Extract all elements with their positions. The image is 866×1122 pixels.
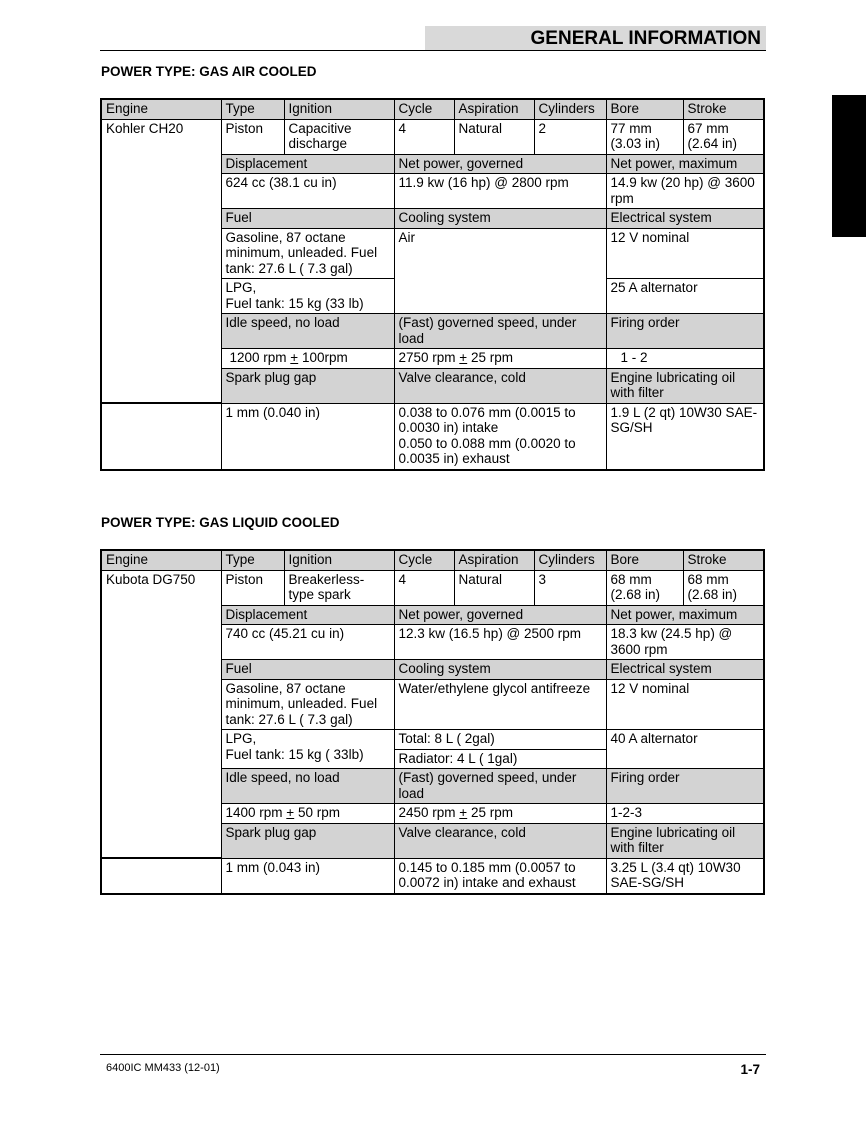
- valve-clearance-value: 0.145 to 0.185 mm (0.0057 to 0.0072 in) intake and exhaust: [394, 858, 606, 894]
- governed-speed-label: (Fast) governed speed, under load: [394, 314, 606, 349]
- governed-speed-value: [394, 804, 606, 824]
- header-engine: Engine: [101, 99, 221, 119]
- plus-minus-symbol: +: [290, 350, 299, 365]
- displacement-label: Displacement: [221, 154, 394, 174]
- electrical-voltage-value: 12 V nominal: [606, 679, 764, 730]
- firing-order-label: Firing order: [606, 769, 764, 804]
- engine-cycle: 4: [394, 119, 454, 154]
- header-aspiration: Aspiration: [454, 550, 534, 570]
- table-row: [101, 570, 764, 605]
- electrical-system-label: Electrical system: [606, 660, 764, 680]
- net-power-governed-label: Net power, governed: [394, 605, 606, 625]
- header-bore: Bore: [606, 550, 683, 570]
- header-bore: Bore: [606, 99, 683, 119]
- engine-column-spacer: [101, 858, 221, 894]
- net-power-governed-value: 12.3 kw (16.5 hp) @ 2500 rpm: [394, 625, 606, 660]
- spec-table-liquid-cooled: [100, 549, 765, 895]
- table-header-row: [101, 99, 764, 119]
- valve-clearance-value: 0.038 to 0.076 mm (0.0015 to 0.0030 in) intake 0.050 to 0.088 mm (0.0020 to 0.0035 in) exhaust: [394, 403, 606, 470]
- cooling-system-value: Air: [394, 228, 606, 314]
- footer-rule: [100, 1054, 766, 1055]
- header-type: Type: [221, 99, 284, 119]
- document-code: 6400IC MM433 (12-01): [106, 1062, 220, 1074]
- electrical-alternator-value: 25 A alternator: [606, 279, 764, 314]
- engine-name: Kubota DG750: [101, 570, 221, 858]
- engine-stroke: 68 mm (2.68 in): [683, 570, 764, 605]
- lubricating-oil-value: 3.25 L (3.4 qt) 10W30 SAE-SG/SH: [606, 858, 764, 894]
- fuel-label: Fuel: [221, 209, 394, 229]
- section-title-air-cooled: POWER TYPE: GAS AIR COOLED: [101, 64, 317, 79]
- spark-plug-gap-label: Spark plug gap: [221, 823, 394, 858]
- idle-speed-base: 1200 rpm: [229, 350, 291, 365]
- engine-name: Kohler CH20: [101, 119, 221, 403]
- firing-order-label: Firing order: [606, 314, 764, 349]
- fuel-lpg-value: LPG, Fuel tank: 15 kg (33 lb): [221, 279, 394, 314]
- valve-clearance-label: Valve clearance, cold: [394, 823, 606, 858]
- engine-ignition: Capacitive discharge: [284, 119, 394, 154]
- governed-speed-base: 2750 rpm: [398, 350, 460, 365]
- displacement-value: 740 cc (45.21 cu in): [221, 625, 394, 660]
- cooling-system-label: Cooling system: [394, 209, 606, 229]
- net-power-maximum-value: 14.9 kw (20 hp) @ 3600 rpm: [606, 174, 764, 209]
- header-cylinders: Cylinders: [534, 99, 606, 119]
- net-power-maximum-label: Net power, maximum: [606, 605, 764, 625]
- net-power-maximum-label: Net power, maximum: [606, 154, 764, 174]
- net-power-maximum-value: 18.3 kw (24.5 hp) @ 3600 rpm: [606, 625, 764, 660]
- plus-minus-symbol: +: [286, 805, 295, 820]
- lubricating-oil-label: Engine lubricating oil with filter: [606, 368, 764, 403]
- engine-column-spacer: [101, 403, 221, 470]
- header-cycle: Cycle: [394, 99, 454, 119]
- net-power-governed-value: 11.9 kw (16 hp) @ 2800 rpm: [394, 174, 606, 209]
- idle-speed-tolerance: 50 rpm: [294, 805, 340, 820]
- table-header-row: [101, 550, 764, 570]
- idle-speed-tolerance: 100rpm: [298, 350, 348, 365]
- header-engine: Engine: [101, 550, 221, 570]
- firing-order-value: 1-2-3: [606, 804, 764, 824]
- spark-plug-gap-value: 1 mm (0.040 in): [221, 403, 394, 470]
- engine-bore: 68 mm (2.68 in): [606, 570, 683, 605]
- header-ignition: Ignition: [284, 550, 394, 570]
- coolant-total-value: Total: 8 L ( 2gal): [394, 730, 606, 750]
- page-number: 1-7: [740, 1062, 760, 1077]
- header-aspiration: Aspiration: [454, 99, 534, 119]
- cooling-system-label: Cooling system: [394, 660, 606, 680]
- spark-plug-gap-value: 1 mm (0.043 in): [221, 858, 394, 894]
- cooling-system-value: Water/ethylene glycol antifreeze: [394, 679, 606, 730]
- engine-cycle: 4: [394, 570, 454, 605]
- fuel-lpg-value: LPG, Fuel tank: 15 kg ( 33lb): [221, 730, 394, 769]
- engine-bore: 77 mm (3.03 in): [606, 119, 683, 154]
- lubricating-oil-value: 1.9 L (2 qt) 10W30 SAE-SG/SH: [606, 403, 764, 470]
- engine-type: Piston: [221, 119, 284, 154]
- table-row: [101, 403, 764, 470]
- plus-minus-symbol: +: [459, 805, 468, 820]
- idle-speed-label: Idle speed, no load: [221, 314, 394, 349]
- electrical-system-label: Electrical system: [606, 209, 764, 229]
- governed-speed-label: (Fast) governed speed, under load: [394, 769, 606, 804]
- lubricating-oil-label: Engine lubricating oil with filter: [606, 823, 764, 858]
- table-row: [101, 858, 764, 894]
- header-cycle: Cycle: [394, 550, 454, 570]
- engine-aspiration: Natural: [454, 119, 534, 154]
- displacement-value: 624 cc (38.1 cu in): [221, 174, 394, 209]
- idle-speed-label: Idle speed, no load: [221, 769, 394, 804]
- section-tab-marker: [832, 95, 866, 237]
- governed-speed-tolerance: 25 rpm: [467, 350, 513, 365]
- idle-speed-value: [221, 804, 394, 824]
- engine-type: Piston: [221, 570, 284, 605]
- plus-minus-symbol: +: [459, 350, 468, 365]
- header-rule: [100, 50, 766, 51]
- firing-order-value: 1 - 2: [606, 349, 764, 369]
- engine-ignition: Breakerless-type spark: [284, 570, 394, 605]
- header-ignition: Ignition: [284, 99, 394, 119]
- header-stroke: Stroke: [683, 550, 764, 570]
- table-row: [101, 119, 764, 154]
- fuel-gasoline-value: Gasoline, 87 octane minimum, unleaded. Fuel tank: 27.6 L ( 7.3 gal): [221, 679, 394, 730]
- page-title: GENERAL INFORMATION: [530, 28, 761, 49]
- idle-speed-value: [221, 349, 394, 369]
- governed-speed-base: 2450 rpm: [398, 805, 460, 820]
- spark-plug-gap-label: Spark plug gap: [221, 368, 394, 403]
- section-title-liquid-cooled: POWER TYPE: GAS LIQUID COOLED: [101, 515, 340, 530]
- valve-clearance-label: Valve clearance, cold: [394, 368, 606, 403]
- header-cylinders: Cylinders: [534, 550, 606, 570]
- fuel-gasoline-value: Gasoline, 87 octane minimum, unleaded. Fuel tank: 27.6 L ( 7.3 gal): [221, 228, 394, 279]
- header-type: Type: [221, 550, 284, 570]
- coolant-radiator-value: Radiator: 4 L ( 1gal): [394, 749, 606, 769]
- electrical-alternator-value: 40 A alternator: [606, 730, 764, 769]
- governed-speed-tolerance: 25 rpm: [467, 805, 513, 820]
- engine-stroke: 67 mm (2.64 in): [683, 119, 764, 154]
- governed-speed-value: [394, 349, 606, 369]
- idle-speed-base: 1400 rpm: [225, 805, 287, 820]
- engine-cylinders: 3: [534, 570, 606, 605]
- net-power-governed-label: Net power, governed: [394, 154, 606, 174]
- header-stroke: Stroke: [683, 99, 764, 119]
- electrical-voltage-value: 12 V nominal: [606, 228, 764, 279]
- fuel-label: Fuel: [221, 660, 394, 680]
- displacement-label: Displacement: [221, 605, 394, 625]
- engine-cylinders: 2: [534, 119, 606, 154]
- spec-table-air-cooled: [100, 98, 765, 471]
- engine-aspiration: Natural: [454, 570, 534, 605]
